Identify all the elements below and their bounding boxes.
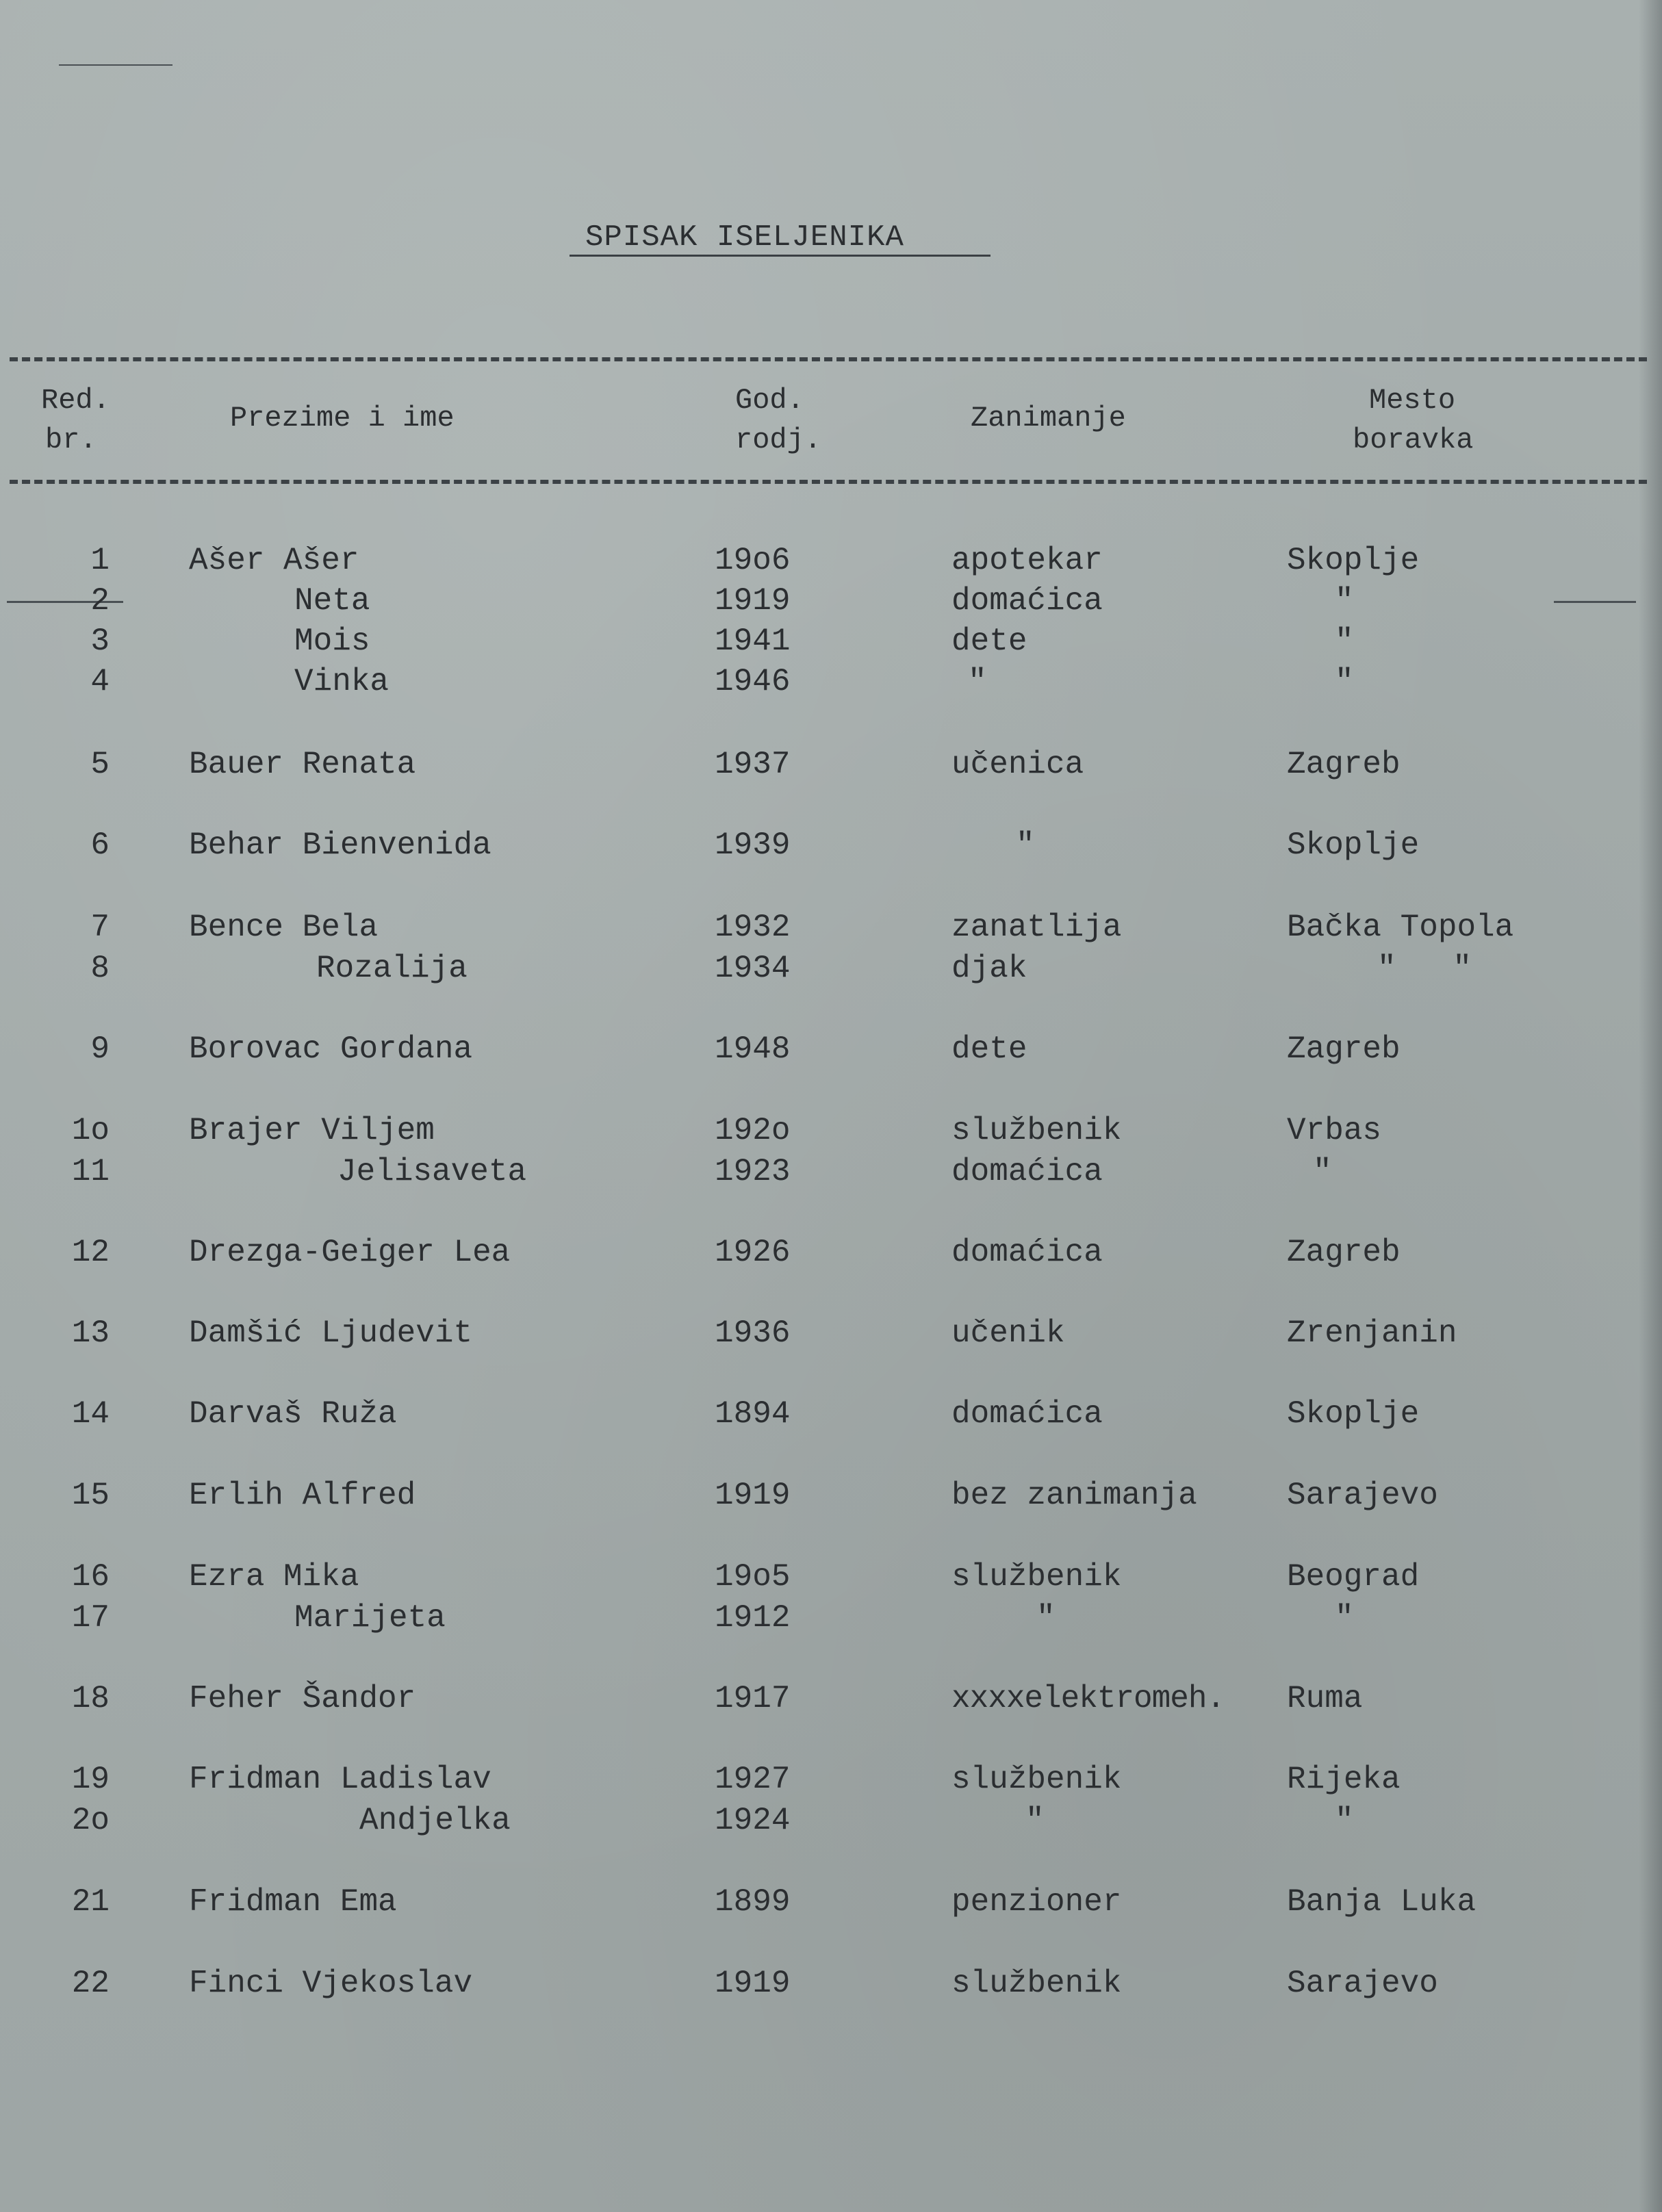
row-occupation: službenik [951,1966,1122,2001]
header-year-line2: rodj. [735,424,822,456]
row-occupation: učenica [951,747,1084,782]
row-name: Neta [294,583,370,619]
row-birth-year: 1894 [715,1396,791,1432]
table-row [0,580,1662,621]
row-residence: " [1335,1803,1354,1838]
table-row [0,744,1662,785]
table-row [0,1963,1662,2004]
row-number: 17 [71,1600,110,1636]
row-residence: Beograd [1287,1559,1420,1595]
row-number: 2 [90,583,110,619]
row-name: Vinka [294,664,389,699]
row-name: Ezra Mika [189,1559,359,1595]
row-residence: " [1335,1600,1354,1636]
row-number: 6 [90,827,110,863]
table-row [0,1597,1662,1638]
table-row [0,1232,1662,1273]
row-occupation: domaćica [951,583,1103,619]
row-birth-year: 1923 [715,1154,791,1189]
row-occupation: djak [951,951,1027,986]
row-number: 1o [71,1113,110,1148]
row-occupation: dete [951,1031,1027,1067]
row-residence: Sarajevo [1287,1966,1438,2001]
row-number: 16 [71,1559,110,1595]
row-occupation: učenik [951,1315,1065,1351]
row-occupation: domaćica [951,1396,1103,1432]
row-name: Feher Šandor [189,1681,416,1716]
row-occupation: domaćica [951,1154,1103,1189]
row-name: Brajer Viljem [189,1113,435,1148]
row-number: 11 [71,1154,110,1189]
page-edge-shadow [1639,0,1662,2212]
table-row [0,1759,1662,1800]
row-birth-year: 1948 [715,1031,791,1067]
row-name: Marijeta [294,1600,446,1636]
row-number: 15 [71,1478,110,1513]
row-birth-year: 1932 [715,910,791,945]
row-residence: Zrenjanin [1287,1315,1457,1351]
row-name: Bence Bela [189,910,379,945]
header-no-line1: Red. [41,384,110,417]
row-number: 3 [90,623,110,659]
row-name: Fridman Ladislav [189,1762,491,1797]
row-occupation: penzioner [951,1884,1122,1920]
row-birth-year: 1937 [715,747,791,782]
row-residence: " [1335,623,1354,659]
row-birth-year: 1924 [715,1803,791,1838]
table-row [0,540,1662,581]
row-birth-year: 1941 [715,623,791,659]
row-birth-year: 1926 [715,1235,791,1270]
table-row [0,907,1662,948]
row-residence: Vrbas [1287,1113,1382,1148]
row-name: Andjelka [359,1803,511,1838]
row-name: Rozalija [316,951,468,986]
row-residence: Skoplje [1287,1396,1420,1432]
row-residence: Ruma [1287,1681,1363,1716]
row-name: Borovac Gordana [189,1031,473,1067]
row-residence: " " [1377,951,1472,986]
row-occupation: službenik [951,1113,1122,1148]
row-name: Damšić Ljudevit [189,1315,473,1351]
row-birth-year: 1934 [715,951,791,986]
header-name: Prezime i ime [230,402,455,435]
row-residence: " [1335,583,1354,619]
table-row [0,1393,1662,1435]
row-birth-year: 1899 [715,1884,791,1920]
row-occupation: bez zanimanja [951,1478,1197,1513]
table-row [0,1556,1662,1597]
row-number: 21 [71,1884,110,1920]
row-occupation: " [1016,827,1035,863]
row-residence: Rijeka [1287,1762,1401,1797]
row-birth-year: 1946 [715,664,791,699]
row-occupation: " [1036,1600,1056,1636]
row-number: 13 [71,1315,110,1351]
header-occupation: Zanimanje [971,402,1126,435]
corner-pencil-mark [59,64,172,66]
row-number: 18 [71,1681,110,1716]
row-occupation: dete [951,623,1027,659]
row-name: Finci Vjekoslav [189,1966,473,2001]
table-row [0,1881,1662,1922]
row-number: 22 [71,1966,110,2001]
row-birth-year: 19o6 [715,543,791,578]
row-number: 5 [90,747,110,782]
row-residence: " [1335,664,1354,699]
table-row [0,621,1662,662]
row-number: 8 [90,951,110,986]
row-residence: Zagreb [1287,747,1401,782]
table-row [0,948,1662,989]
table-row [0,661,1662,702]
row-residence: Zagreb [1287,1235,1401,1270]
row-residence: Skoplje [1287,543,1420,578]
header-place-line1: Mesto [1369,384,1456,417]
row-number: 9 [90,1031,110,1067]
row-occupation: xxxxelektromeh. [951,1681,1225,1716]
row-occupation: domaćica [951,1235,1103,1270]
table-row [0,1475,1662,1516]
header-year-line1: God. [735,384,804,417]
row-name: Mois [294,623,370,659]
row-birth-year: 19o5 [715,1559,791,1595]
row-number: 14 [71,1396,110,1432]
row-residence: Zagreb [1287,1031,1401,1067]
row-number: 2o [71,1803,110,1838]
table-row [0,1313,1662,1354]
row-name: Fridman Ema [189,1884,397,1920]
row-birth-year: 1917 [715,1681,791,1716]
row-residence: Skoplje [1287,827,1420,863]
header-place-line2: boravka [1353,424,1474,456]
row-name: Behar Bienvenida [189,827,491,863]
row-birth-year: 1919 [715,1966,791,2001]
row-residence: Bačka Topola [1287,910,1514,945]
row-number: 1 [90,543,110,578]
row-name: Darvaš Ruža [189,1396,397,1432]
row-birth-year: 1912 [715,1600,791,1636]
table-row [0,1678,1662,1719]
table-row [0,1110,1662,1151]
row-number: 4 [90,664,110,699]
row-residence: " [1313,1154,1332,1189]
header-no-line2: br. [45,424,97,456]
row-number: 19 [71,1762,110,1797]
row-occupation: zanatlija [951,910,1122,945]
row-birth-year: 1939 [715,827,791,863]
row-name: Ašer Ašer [189,543,359,578]
table-row [0,1800,1662,1841]
header-top-rule [10,357,1647,361]
table-row [0,825,1662,866]
row-birth-year: 1927 [715,1762,791,1797]
row-name: Bauer Renata [189,747,416,782]
row-birth-year: 1919 [715,1478,791,1513]
row-number: 12 [71,1235,110,1270]
row-birth-year: 1919 [715,583,791,619]
row-name: Erlih Alfred [189,1478,416,1513]
row-number: 7 [90,910,110,945]
row-birth-year: 192o [715,1113,791,1148]
table-row [0,1151,1662,1192]
row-residence: Banja Luka [1287,1884,1476,1920]
row-name: Drezga-Geiger Lea [189,1235,511,1270]
row-occupation: " [1025,1803,1045,1838]
row-occupation: službenik [951,1559,1122,1595]
title-underline [570,255,990,257]
row-occupation: " [968,664,987,699]
row-occupation: apotekar [951,543,1103,578]
table-row [0,1029,1662,1070]
document-title: SPISAK ISELJENIKA [585,220,904,255]
row-birth-year: 1936 [715,1315,791,1351]
header-bottom-rule [10,480,1647,484]
row-name: Jelisaveta [337,1154,527,1189]
row-residence: Sarajevo [1287,1478,1438,1513]
row-occupation: službenik [951,1762,1122,1797]
